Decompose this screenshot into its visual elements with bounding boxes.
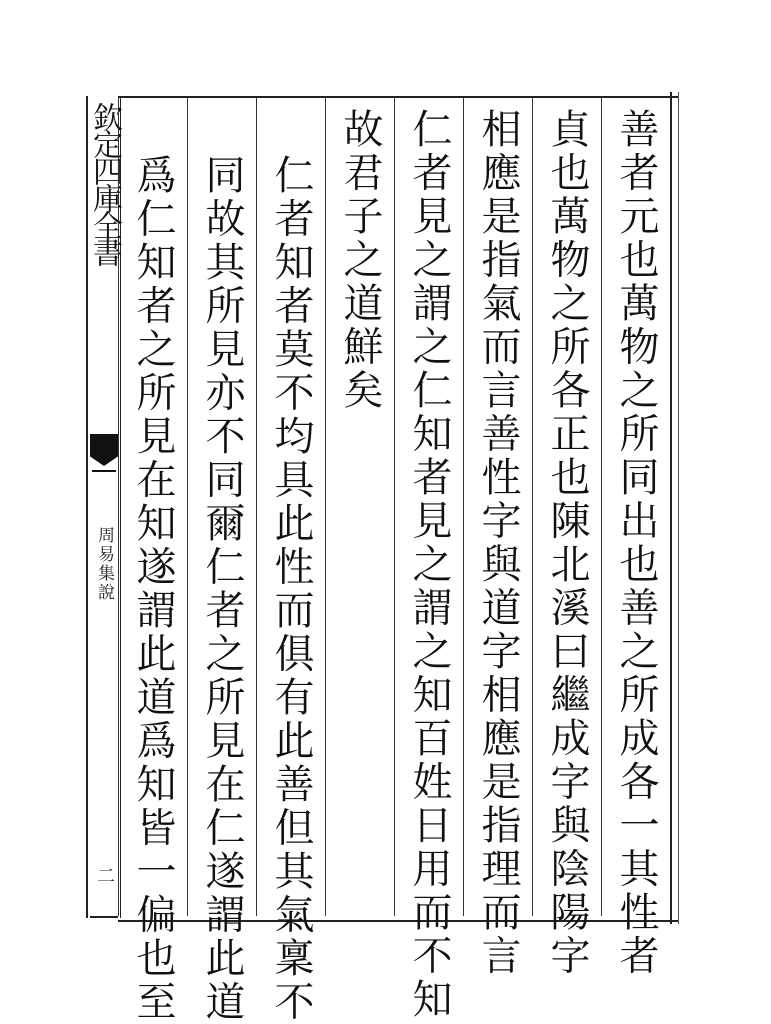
- column-text: 貞也萬物之所各正也陳北溪曰繼成字與陰陽字: [544, 108, 590, 978]
- text-column-8: [118, 98, 187, 1024]
- fishtail-divider: [92, 470, 116, 472]
- frame-right-border: [670, 92, 679, 924]
- book-title: 周易集說: [94, 526, 114, 602]
- text-column-3: [463, 98, 532, 978]
- text-column-5: [325, 98, 394, 916]
- text-column-7: [187, 98, 256, 1024]
- column-text: 善者元也萬物之所同出也善之所成各一其性者: [613, 108, 659, 978]
- text-column-2: [532, 98, 601, 978]
- column-text-indented: 爲仁知者之所見在知遂謂此道爲知皆一偏也至: [130, 154, 176, 1024]
- column-text: 仁者見之謂之仁知者見之謂之知百姓日用而不知: [406, 108, 452, 1022]
- text-column-1: [601, 98, 670, 978]
- fishtail-mark-icon: [90, 434, 118, 466]
- text-column-6: [256, 98, 325, 1024]
- text-column-4: [394, 98, 463, 1022]
- column-text: 相應是指氣而言善性字與道字相應是指理而言: [475, 108, 521, 978]
- column-text: 故君子之道鮮矣: [337, 108, 383, 413]
- text-columns: [118, 98, 670, 1024]
- collection-title: 欽定四庫全書: [87, 102, 122, 264]
- page-margin-column: [86, 96, 121, 918]
- column-text-indented: 同故其所見亦不同爾仁者之所見在仁遂謂此道: [199, 154, 245, 1024]
- margin-bottom-rule: [90, 916, 118, 918]
- page-number: 二: [94, 866, 115, 884]
- column-text-indented: 仁者知者莫不均具此性而俱有此善但其氣稟不: [268, 154, 314, 1024]
